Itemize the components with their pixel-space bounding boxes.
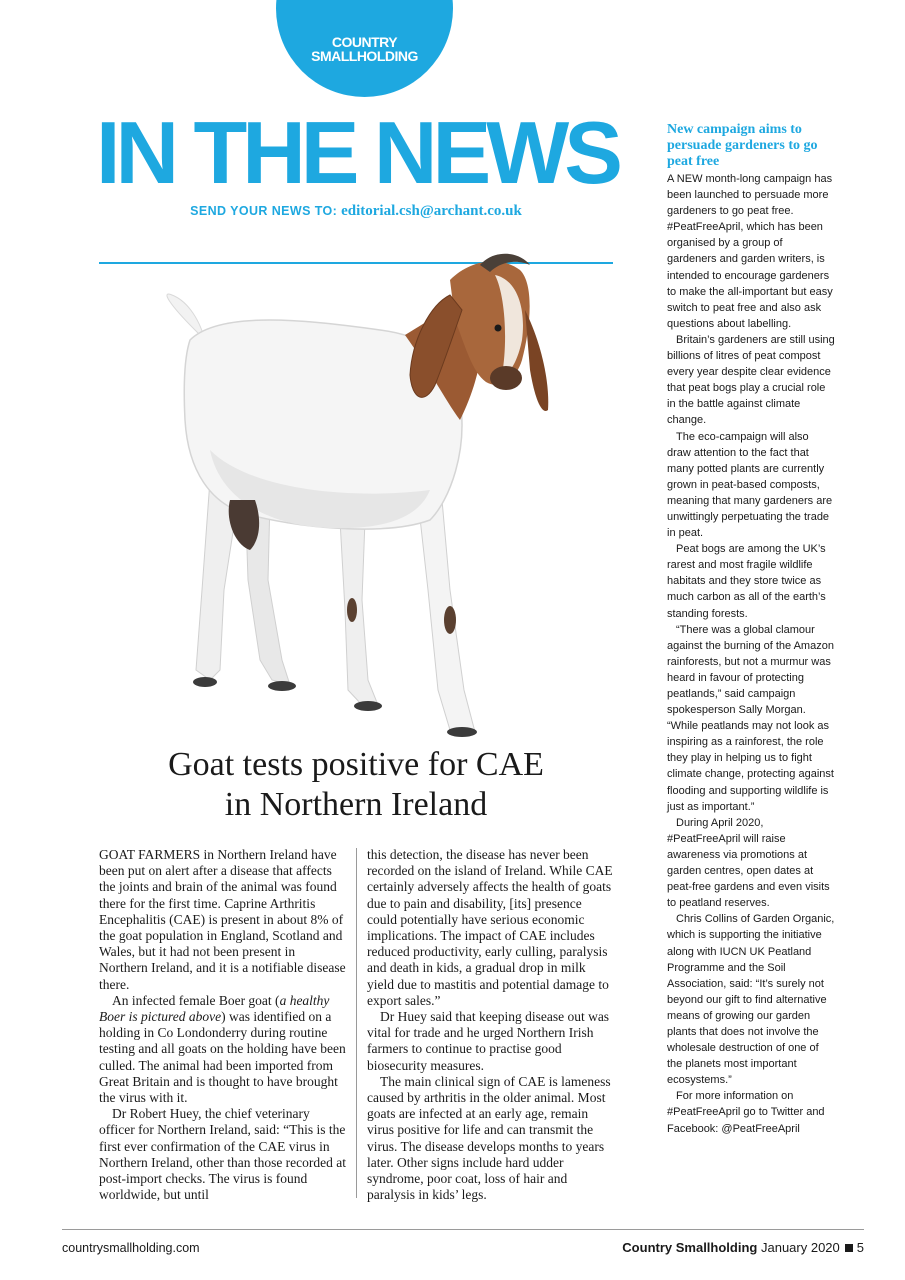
story-paragraph: The main clinical sign of CAE is lameness caused by arthritis in the older animal. Most goats are infected at an early age, remain virus positive for life and can transmit the virus. The disease develops months to years later. Other signs include hard udder syndrome, poor coat, loss of hair and paralysis in kids’ legs. (367, 1073, 611, 1203)
sidebar-headline: New campaign aims to persuade gardeners to go peat free (667, 122, 818, 169)
sidebar-paragraph: The eco-campaign will also draw attention to the fact that many potted plants are currently grown in peat-based composts, meaning that many gardeners are unwittingly perpetuating the trade in peat. (667, 430, 833, 540)
story-paragraph: this detection, the disease has never been recorded on the island of Ireland. While CAE certainly adversely affects the health of goats due to pain and disability, [its] presence could potentially have serious economic implications. The impact of CAE includes reduced productivity, early culling, paralysis and death in kids, a gradual drop in milk yield due to mastitis and potential damage to export sales.” (367, 847, 613, 1008)
brand-logo-line2: SMALLHOLDING (311, 48, 418, 64)
story-title-line1: Goat tests positive for CAE (168, 746, 544, 783)
footer-magazine-name: Country Smallholding (622, 1240, 758, 1255)
sidebar-paragraph: Britain’s gardeners are still using billions of litres of peat compost every year despite clear evidence that peat bogs play a crucial role in the battle against climate change. (667, 333, 835, 427)
goat-photo (150, 250, 570, 740)
sidebar-paragraph: Peat bogs are among the UK’s rarest and most fragile wildlife habitats and they store twice as much carbon as all of the earth’s standing forests. (667, 543, 826, 620)
brand-logo (276, 0, 453, 97)
story-paragraph: Dr Robert Huey, the chief veterinary officer for Northern Ireland, said: “This is the first ever confirmation of the CAE virus in Northern Ireland, other than those recorded at post-import checks. The virus is found worldwide, but until (99, 1106, 347, 1203)
story-paragraph (99, 993, 347, 1106)
news-email-link[interactable]: editorial.csh@archant.co.uk (341, 203, 522, 219)
photo-caption-ref: a healthy Boer is pictured above (99, 992, 330, 1025)
footer-divider (62, 1229, 864, 1230)
page-headline: IN THE NEWS (96, 103, 618, 202)
footer-website-link[interactable]: countrysmallholding.com (62, 1241, 200, 1255)
story-paragraph: GOAT FARMERS in Northern Ireland have been put on alert after a disease that affects the joints and brain of the animal was found there for the first time. Caprine Arthritis Encephalitis (CAE) is present in about 8% of the goat population in England, Scotland and Wales, but it had not been present in Northern Ireland, and it is a notifiable disease there. (99, 847, 346, 992)
footer-folio (622, 1240, 864, 1255)
story-column-1 (99, 847, 347, 1203)
story-text: ) was identified on a holding in Co Londonderry during routine testing and all goats on the holding have been culled. The animal had been imported from Great Britain and is thought to have brought the virus with it. (99, 1009, 346, 1106)
footer-page-number: 5 (856, 1240, 864, 1255)
brand-logo-line1: COUNTRY (331, 34, 398, 50)
square-bullet-icon (845, 1244, 853, 1252)
sidebar-paragraph: During April 2020, #PeatFreeApril will raise awareness via promotions at garden centres, open dates at peat-free gardens and even visits to peatland reserves. (667, 816, 830, 910)
column-divider (356, 848, 357, 1198)
sidebar-paragraph: A NEW month-long campaign has been launched to persuade more gardeners to go peat free. #PeatFreeApril, which has been organised by a group of gardeners and garden writers, is intended to encourage gardeners to make the all-important but easy switch to peat free and also ask questions about labelling. (667, 173, 833, 330)
story-text: An infected female Boer goat ( (112, 992, 280, 1008)
sidebar-body (667, 171, 835, 1137)
goat-illustration (150, 250, 570, 740)
sidebar-paragraph: Chris Collins of Garden Organic, which is supporting the initiative along with IUCN UK Peatland Programme and the Soil Association, said: “It’s surely not beyond our gift to find alternative means of growing our garden plants that does not involve the wholesale destruction of one of the planets most important ecosystems.” (667, 913, 835, 1087)
story-paragraph: Dr Huey said that keeping disease out was vital for trade and he urged Northern Irish farmers to continue to practise good biosecurity measures. (367, 1009, 610, 1073)
footer-issue: January 2020 (760, 1240, 840, 1255)
story-column-2 (367, 847, 615, 1203)
send-news-label: SEND YOUR NEWS TO: (190, 204, 338, 218)
send-news-line (100, 203, 612, 220)
story-title (100, 745, 612, 825)
sidebar-paragraph: For more information on #PeatFreeApril go to Twitter and Facebook: @PeatFreeApril (667, 1090, 825, 1135)
sidebar-paragraph: “There was a global clamour against the burning of the Amazon rainforests, but not a murmur was heard in favour of protecting peatlands,” said campaign spokesperson Sally Morgan. “While peatlands may not look as inspiring as a rainforest, the role they play in helping us to fight climate change, protecting against flooding and supporting wildlife is just as important.” (667, 623, 834, 813)
story-title-line2: in Northern Ireland (224, 786, 488, 823)
